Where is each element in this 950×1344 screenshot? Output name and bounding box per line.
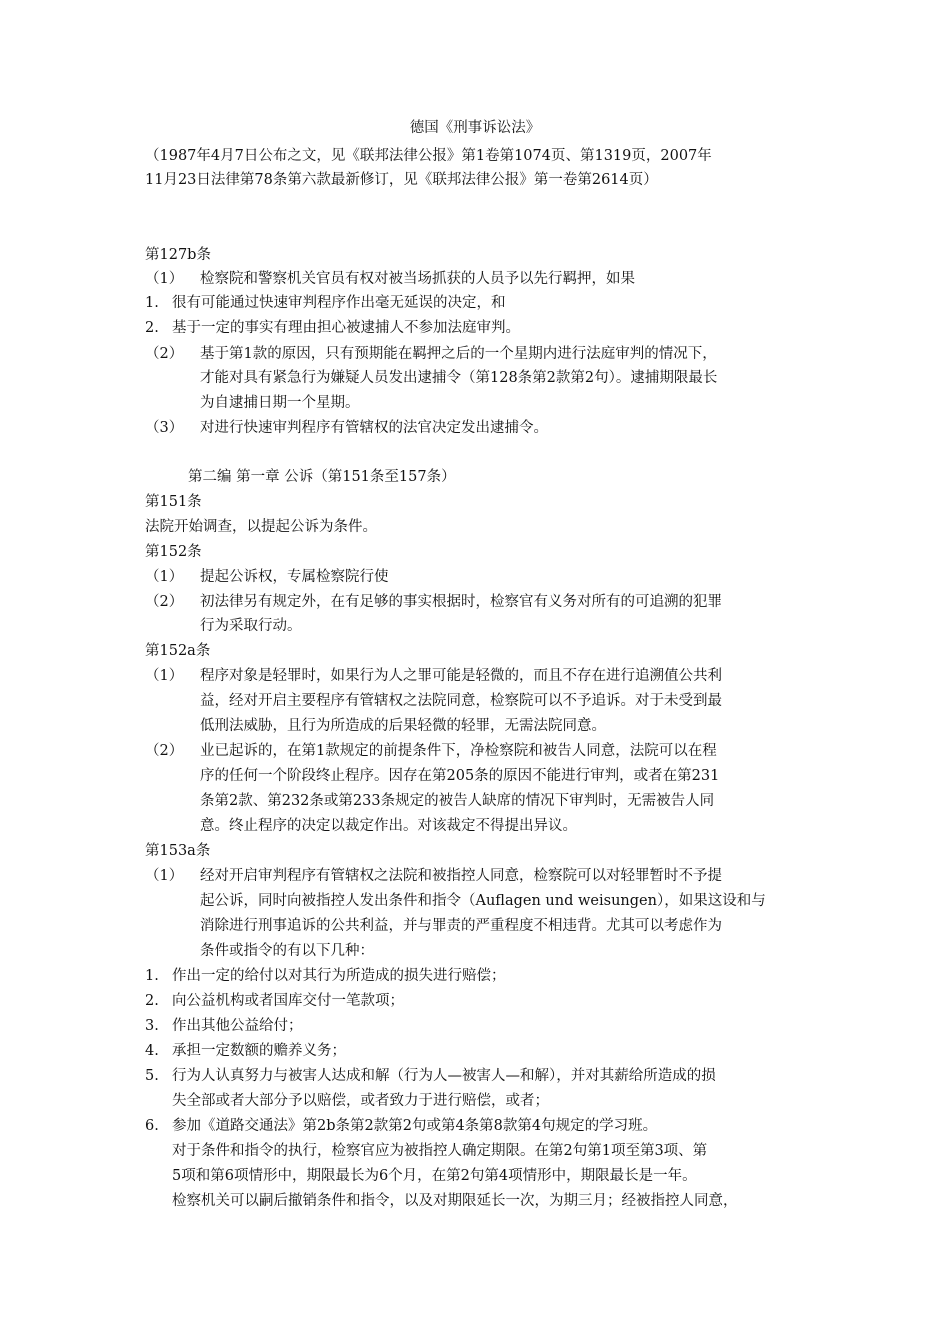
item-number: 6. [145, 1118, 159, 1134]
paragraph-number: （3） [145, 420, 184, 436]
item-number: 5. [145, 1068, 159, 1084]
document-subtitle-line-1: （1987年4月7日公布之文，见《联邦法律公报》第1卷第1074页、第1319页，2007年 [145, 148, 712, 164]
paragraph-text: 消除进行刑事追诉的公共利益，并与罪责的严重程度不相违背。尤其可以考虑作为 [200, 918, 722, 934]
article-heading: 第152条 [145, 544, 202, 560]
paragraph-text: 经对开启审判程序有管辖权之法院和被指控人同意，检察院可以对轻罪暂时不予提 [200, 868, 722, 884]
paragraph-text: 程序对象是轻罪时，如果行为人之罪可能是轻微的，而且不存在进行追溯值公共利 [200, 668, 722, 684]
item-text: 基于一定的事实有理由担心被逮捕人不参加法庭审判。 [172, 320, 520, 336]
paragraph-text: 益，经对开启主要程序有管辖权之法院同意，检察院可以不予追诉。对于未受到最 [200, 693, 722, 709]
item-number: 1. [145, 295, 159, 311]
item-number: 2. [145, 320, 159, 336]
paragraph-text: 起公诉，同时向被指控人发出条件和指令（Auflagen und weisungen），如果这设和与 [200, 893, 766, 909]
item-text: 参加《道路交通法》第2b条第2款第2句或第4条第8款第4句规定的学习班。 [172, 1118, 658, 1134]
item-number: 2. [145, 993, 159, 1009]
paragraph-text: 检察院和警察机关官员有权对被当场抓获的人员予以先行羁押，如果 [200, 271, 635, 287]
item-number: 1. [145, 968, 159, 984]
paragraph-number: （2） [145, 594, 184, 610]
paragraph-text: 法院开始调查，以提起公诉为条件。 [145, 519, 377, 535]
section-heading: 第二编 第一章 公诉（第151条至157条） [188, 469, 456, 485]
paragraph-text: 条第2款、第232条或第233条规定的被告人缺席的情况下审判时，无需被告人同 [200, 793, 715, 809]
paragraph-text: 才能对具有紧急行为嫌疑人员发出逮捕令（第128条第2款第2句）。逮捕期限最长 [200, 370, 718, 386]
item-number: 3. [145, 1018, 159, 1034]
article-heading: 第153a条 [145, 843, 211, 859]
paragraph-text: 为自逮捕日期一个星期。 [200, 395, 360, 411]
article-heading: 第152a条 [145, 643, 211, 659]
paragraph-number: （1） [145, 271, 184, 287]
paragraph-text: 5项和第6项情形中，期限最长为6个月，在第2句第4项情形中，期限最长是一年。 [172, 1168, 697, 1184]
paragraph-text: 意。终止程序的决定以裁定作出。对该裁定不得提出异议。 [200, 818, 577, 834]
paragraph-text: 对于条件和指令的执行，检察官应为被指控人确定期限。在第2句第1项至第3项、第 [172, 1143, 708, 1159]
item-number: 4. [145, 1043, 159, 1059]
document-subtitle-line-2: 11月23日法律第78条第六款最新修订，见《联邦法律公报》第一卷第2614页） [145, 172, 658, 188]
item-text: 作出其他公益给付； [172, 1018, 303, 1034]
paragraph-number: （2） [145, 346, 184, 362]
article-heading: 第151条 [145, 494, 202, 510]
paragraph-number: （1） [145, 868, 184, 884]
item-text: 作出一定的给付以对其行为所造成的损失进行赔偿； [172, 968, 506, 984]
item-text: 失全部或者大部分予以赔偿，或者致力于进行赔偿，或者； [172, 1093, 549, 1109]
item-text: 很有可能通过快速审判程序作出毫无延误的决定，和 [172, 295, 506, 311]
paragraph-text: 低刑法威胁，且行为所造成的后果轻微的轻罪，无需法院同意。 [200, 718, 606, 734]
item-text: 向公益机构或者国库交付一笔款项； [172, 993, 404, 1009]
paragraph-text: 检察机关可以嗣后撤销条件和指令，以及对期限延长一次，为期三月；经被指控人同意， [172, 1193, 738, 1209]
paragraph-text: 序的任何一个阶段终止程序。因存在第205条的原因不能进行审判，或者在第231 [200, 768, 720, 784]
paragraph-text: 行为采取行动。 [200, 618, 302, 634]
article-heading: 第127b条 [145, 247, 211, 263]
document-title: 德国《刑事诉讼法》 [409, 120, 541, 136]
paragraph-text: 业已起诉的，在第1款规定的前提条件下，净检察院和被告人同意，法院可以在程 [200, 743, 717, 759]
paragraph-text: 提起公诉权，专属检察院行使 [200, 569, 389, 585]
paragraph-number: （2） [145, 743, 184, 759]
paragraph-text: 对进行快速审判程序有管辖权的法官决定发出逮捕令。 [200, 420, 548, 436]
paragraph-text: 条件或指令的有以下几种： [200, 943, 374, 959]
item-text: 行为人认真努力与被害人达成和解（行为人—被害人—和解），并对其薪给所造成的损 [172, 1068, 716, 1084]
paragraph-number: （1） [145, 569, 184, 585]
paragraph-number: （1） [145, 668, 184, 684]
item-text: 承担一定数额的赡养义务； [172, 1043, 346, 1059]
paragraph-text: 基于第1款的原因，只有预期能在羁押之后的一个星期内进行法庭审判的情况下， [200, 346, 717, 362]
paragraph-text: 初法律另有规定外，在有足够的事实根据时，检察官有义务对所有的可追溯的犯罪 [200, 594, 722, 610]
